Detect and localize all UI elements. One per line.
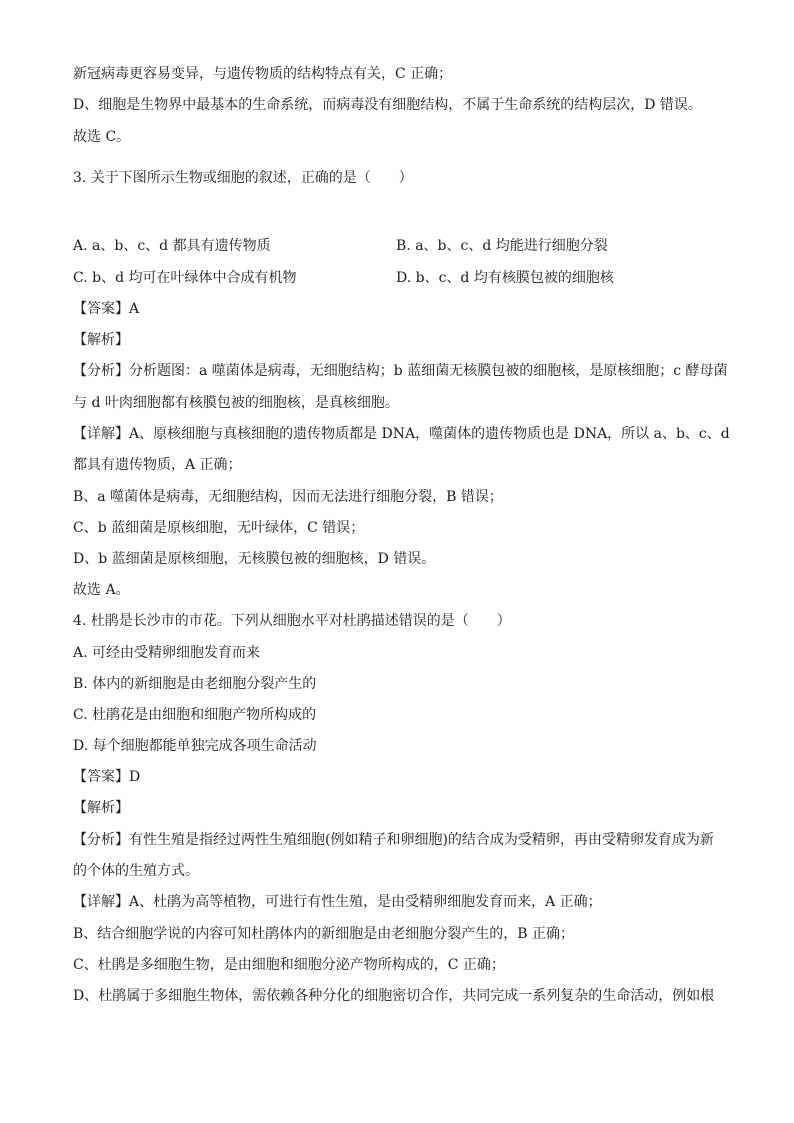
text-line: D、细胞是生物界中最基本的生命系统，而病毒没有细胞结构，不属于生命系统的结构层次，D 错误。 (73, 97, 702, 113)
question-4-stem: 4. 杜鹃是长沙市的市花。下列从细胞水平对杜鹃描述错误的是（ ） (73, 613, 511, 629)
choice-text: 故选 A。 (73, 582, 130, 598)
detail-text: D、b 蓝细菌是原核细胞，无核膜包被的细胞核，D 错误。 (73, 551, 436, 567)
analysis-text: 【分析】分析题图：a 噬菌体是病毒，无细胞结构；b 蓝细菌无核膜包被的细胞核，是原核细胞；c 酵母菌 (73, 363, 728, 379)
question-4-option-a: A. 可经由受精卵细胞发育而来 (73, 645, 261, 661)
question-4-option-c: C. 杜鹃花是由细胞和细胞产物所构成的 (73, 707, 317, 723)
detail-text: C、b 蓝细菌是原核细胞，无叶绿体，C 错误； (73, 520, 365, 536)
analysis-text: 的个体的生殖方式。 (73, 863, 199, 879)
answer-label: 【答案】D (73, 769, 141, 785)
question-3-stem: 3. 关于下图所示生物或细胞的叙述，正确的是（ ） (73, 170, 413, 186)
question-3-option-a: A. a、b、c、d 都具有遗传物质 (73, 238, 271, 254)
text-line: 故选 C。 (73, 129, 131, 145)
detail-text: 都具有遗传物质，A 正确； (73, 457, 242, 473)
analysis-label: 【解析】 (73, 800, 129, 816)
question-3-option-d: D. b、c、d 均有核膜包被的细胞核 (396, 270, 614, 286)
detail-text: B、结合细胞学说的内容可知杜鹃体内的新细胞是由老细胞分裂产生的，B 正确； (73, 926, 575, 942)
detail-text: 【详解】A、原核细胞与真核细胞的遗传物质都是 DNA，噬菌体的遗传物质也是 DNA，所以 a、b、c、d (73, 426, 730, 442)
detail-text: C、杜鹃是多细胞生物，是由细胞和细胞分泌产物所构成的，C 正确； (73, 957, 505, 973)
text-line: 新冠病毒更容易变异，与遗传物质的结构特点有关，C 正确； (73, 66, 453, 82)
analysis-text: 【分析】有性生殖是指经过两性生殖细胞(例如精子和卵细胞)的结合成为受精卵，再由受精卵发育成为新 (73, 832, 714, 848)
detail-text: B、a 噬菌体是病毒，无细胞结构，因而无法进行细胞分裂，B 错误； (73, 489, 503, 505)
question-4-option-b: B. 体内的新细胞是由老细胞分裂产生的 (73, 676, 317, 692)
detail-text: 【详解】A、杜鹃为高等植物，可进行有性生殖，是由受精卵细胞发育而来，A 正确； (73, 894, 602, 910)
question-4-option-d: D. 每个细胞都能单独完成各项生命活动 (73, 738, 317, 754)
question-3-option-c: C. b、d 均可在叶绿体中合成有机物 (73, 270, 297, 286)
detail-text: D、杜鹃属于多细胞生物体，需依赖各种分化的细胞密切合作，共同完成一系列复杂的生命活动，例如根 (73, 988, 715, 1004)
question-3-option-b: B. a、b、c、d 均能进行细胞分裂 (396, 238, 608, 254)
analysis-text: 与 d 叶肉细胞都有核膜包被的细胞核，是真核细胞。 (73, 395, 399, 411)
analysis-label: 【解析】 (73, 332, 129, 348)
answer-label: 【答案】A (73, 301, 140, 317)
